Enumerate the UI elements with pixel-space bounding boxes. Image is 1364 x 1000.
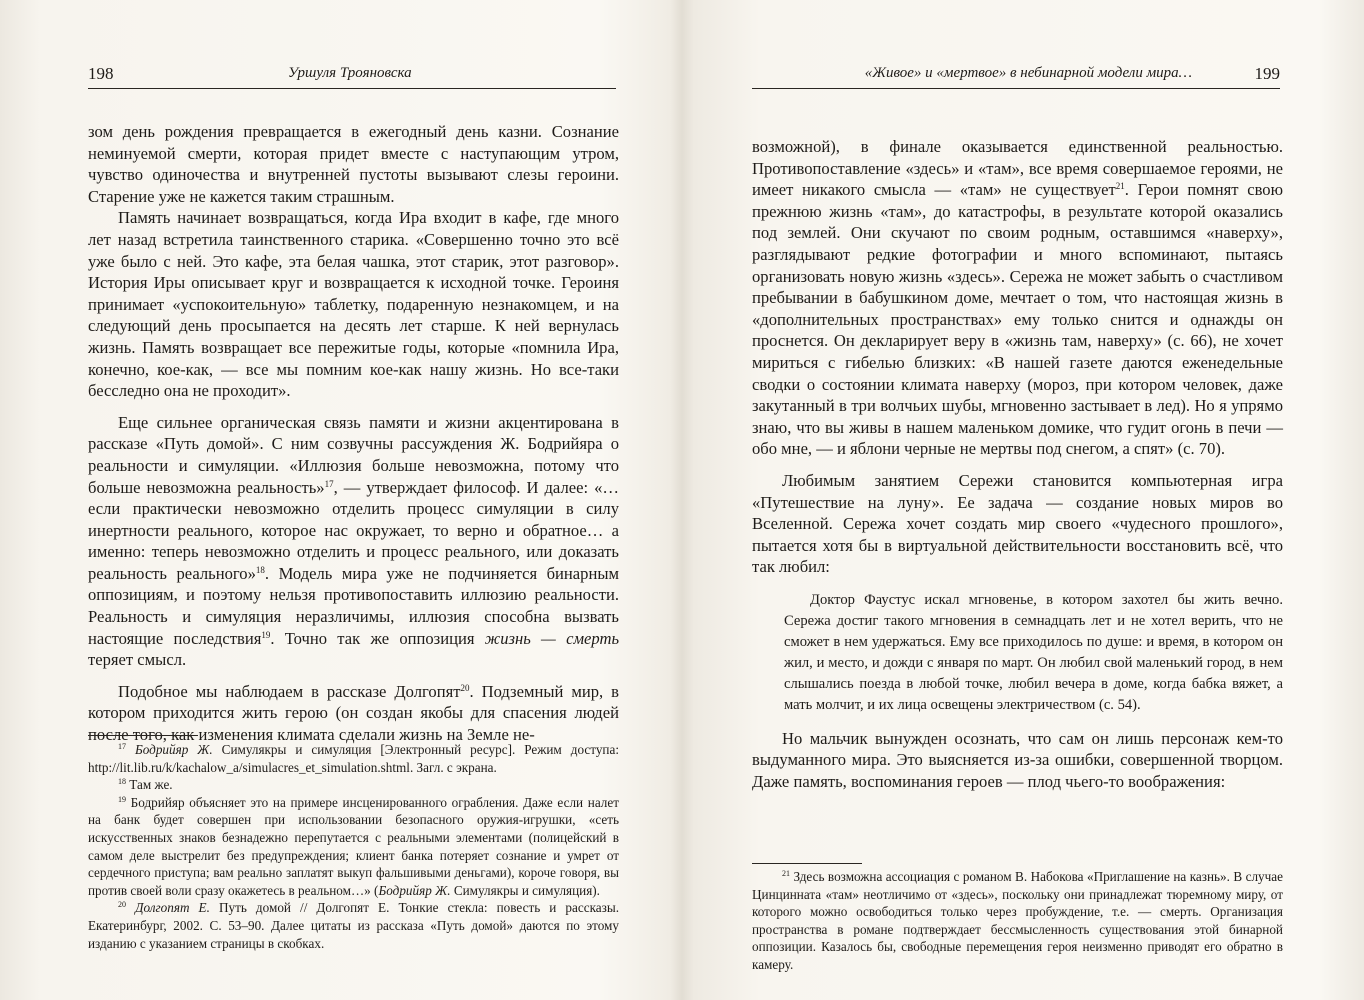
paragraph: Любимым занятием Сережи становится компьютерная игра «Путешествие на луну». Ее задача — создание новых миров во Вселенной. Сережа хочет создать мир своего «чудесного прошлого», пытается хотя бы в виртуальной действительности восстановить всё, что так любил: [752, 470, 1283, 577]
footnotes-right [752, 868, 1283, 974]
text-run: Бодрийяр объясняет это на примере инсценированного ограбления. Даже если налет на банк будет совершен при использовании безопасного оружия-игрушки, «сеть искусственных знаков безнадежно перепутается с реальными элементами (полицейский в самом деле выстрелит без предупреждения; клиент банка потеряет сознание и умрет от сердечного приступа; вам реально заплатят выкуп фальшивыми деньгами), короче говоря, вы против своей воли сразу окажетесь в реальном…» ( [88, 794, 619, 898]
text-run: Путь домой // Долгопят Е. Тонкие стекла: повесть и рассказы. Екатеринбург, 2002. С. 53–90. Далее цитаты из рассказа «Путь домой» даются по этому изданию с указанием страницы в скобках. [88, 900, 620, 951]
footnote-rule [88, 735, 198, 736]
text-run: . Модель мира уже не подчиняется бинарным оппозициям, и поэтому нельзя противопоставить иллюзию реальности. Реальность и симуляция неразличимы, иллюзия способна вызвать настоящие последствия [88, 563, 619, 648]
footnote-ref: 21 [1115, 181, 1125, 192]
footnote [88, 899, 619, 952]
right-page [682, 0, 1364, 1000]
paragraph: Память начинает возвращаться, когда Ира входит в кафе, где много лет назад встретила таинственного старика. «Совершенно точно это всё уже было с ней. Это кафе, эта белая чашка, этот старик, этот разговор». История Иры описывает круг и возвращается к исходной точке. Героиня принимает «успокоительную» таблетку, подаренную незнакомцем, и на следующий день просыпается на десять лет старше. К ней вернулась жизнь. Память возвращает все пережитые годы, которые «помнила Ира, конечно, кое-как, — все мы помним кое-как нашу жизнь. Но все-таки бесследно она не проходит». [88, 208, 619, 401]
italic-text: жизнь — смерть [484, 628, 620, 648]
footnote-ref: 19 [261, 629, 271, 640]
text-run: теряет смысл. [88, 650, 187, 670]
footnote-number: 20 [118, 900, 126, 910]
text-run: возможной), в финале оказывается единственной реальностью. Противопоставление «здесь» и «там», все время совершаемое героями, не имеет никакого смысла — «там» не существует [752, 137, 1283, 200]
paragraph: зом день рождения превращается в ежегодный день казни. Сознание неминуемой смерти, которая придет вместе с наступающим утром, чувство одиночества и внутренней пустоты вызывают слезы героини. Старение уже не кажется таким страшным. [88, 122, 619, 206]
text-run: Еще сильнее органическая связь памяти и жизни акцентирована в рассказе «Путь домой». С ним созвучны рассуждения Ж. Бодрийяра о реальности и симуляции. «Иллюзия больше невозможна, потому что больше невозможна реальность» [88, 412, 619, 497]
footnote-number: 19 [118, 794, 126, 804]
footnote-ref: 20 [460, 682, 470, 693]
italic-text: Бодрийяр Ж. [134, 742, 213, 757]
italic-text: Бодрийяр Ж. [378, 882, 451, 898]
text-run: Здесь возможна ассоциация с романом В. Набокова «Приглашение на казнь». В случае Цинцинната «там» неотличимо от «здесь», поскольку они принадлежат тюремному миру, от которого можно освободиться только через пробуждение, т.е. — смерть. Организация пространства в романе подтверждает бессмысленность существования этой бинарной оппозиции. Казалось бы, свободные перемещения героя неизменно приводят его обратно в камеру. [752, 869, 1283, 972]
text-run: . Герои помнят свою прежнюю жизнь «там», до катастрофы, в результате которой оказались под землей. Они скучают по своим родным, оставшимся «наверху», разглядывают редкие фотографии и много вспоминают, пытаясь организовать новую жизнь «здесь». Сережа не может забыть о счастливом пребывании в бабушкином доме, мечтает о том, что настоящая жизнь в «дополнительных пространствах» ему только снится и однажды он проснется. Он декларирует веру в «жизнь там, наверху» (с. 66), не хочет мириться с гибелью близких: «В нашей газете даются еженедельные сводки о состоянии климата наверху (мороз, при котором человек, даже закутанный в три волчьих шубы, мгновенно застывает в лед). Но я упрямо знаю, что вы живы в нашем маленьком домике, что гудит огонь в печи — обо мне, — и яблони черные не мертвы под снегом, а спят» (с. 70). [752, 180, 1283, 459]
paragraph [88, 412, 619, 671]
page-number-left: 198 [88, 64, 114, 83]
footnote-number: 17 [118, 742, 126, 751]
footnotes-left [88, 741, 619, 952]
text-run: . Точно так же оппозиция [270, 628, 485, 648]
footnote-number: 21 [782, 869, 790, 878]
running-header-left [88, 64, 616, 89]
footnote [88, 776, 619, 794]
text-run: , — утверждает философ. И далее: «…если практически невозможно отделить процесс симуляции в силу инертности реального, которое нас окружает, то верно и обратное… а именно: теперь невозможно отделить и процесс реального, или доказать реальность реального» [88, 477, 619, 583]
body-text-left [88, 121, 619, 746]
body-text-right [752, 136, 1283, 793]
footnote [752, 868, 1283, 974]
footnote-rule [752, 863, 862, 864]
quote-text: Доктор Фаустус искал мгновенье, в котором захотел бы жить вечно. Сережа достиг такого мгновения в семнадцать лет и не хотел верить, что не сможет в нем удержаться. Ему все приходилось по душе: и время, в котором он жил, и место, и дожди с января по март. Он любил свой маленький город, в нем слышались поезда в любой точке, любил вечера в доме, когда бабка вяжет, а мать молчит, и их лица освещены электричеством (с. 54). [784, 591, 1283, 713]
text-run: Симулякры и симуляция). [450, 882, 600, 898]
footnote-ref: 18 [255, 564, 265, 575]
page-number-right: 199 [1254, 64, 1280, 83]
footnote [88, 741, 619, 776]
text-run: Симулякры и симуляция [Электронный ресурс]. Режим доступа: http://lit.lib.ru/k/kachalow_a/simulacres_et_simulation.shtml. Загл. с экрана. [88, 742, 619, 775]
paragraph: Но мальчик вынужден осознать, что сам он лишь персонаж кем-то выдуманного мира. Это выясняется из-за ошибки, совершенной творцом. Даже память, воспоминания героев — плод чьего-то воображения: [752, 728, 1283, 792]
paragraph [752, 136, 1283, 460]
running-header-right [752, 64, 1280, 89]
italic-text: Долгопят Е. [135, 900, 210, 916]
footnote-number: 18 [118, 777, 126, 787]
block-quote [784, 590, 1283, 716]
running-title-author: Уршуля Трояновска [288, 65, 412, 81]
text-run: Там же. [126, 777, 173, 793]
text-run: Подобное мы наблюдаем в рассказе Долгопят [118, 681, 461, 701]
footnote [88, 794, 619, 900]
running-title-chapter: «Живое» и «мертвое» в небинарной модели мира… [864, 65, 1192, 81]
footnote-ref: 17 [324, 478, 334, 489]
text-run: . Подземный мир, в котором приходится жить герою (он создан якобы для спасения людей после того, как изменения климата сделали жизнь на Земле не- [88, 681, 619, 745]
